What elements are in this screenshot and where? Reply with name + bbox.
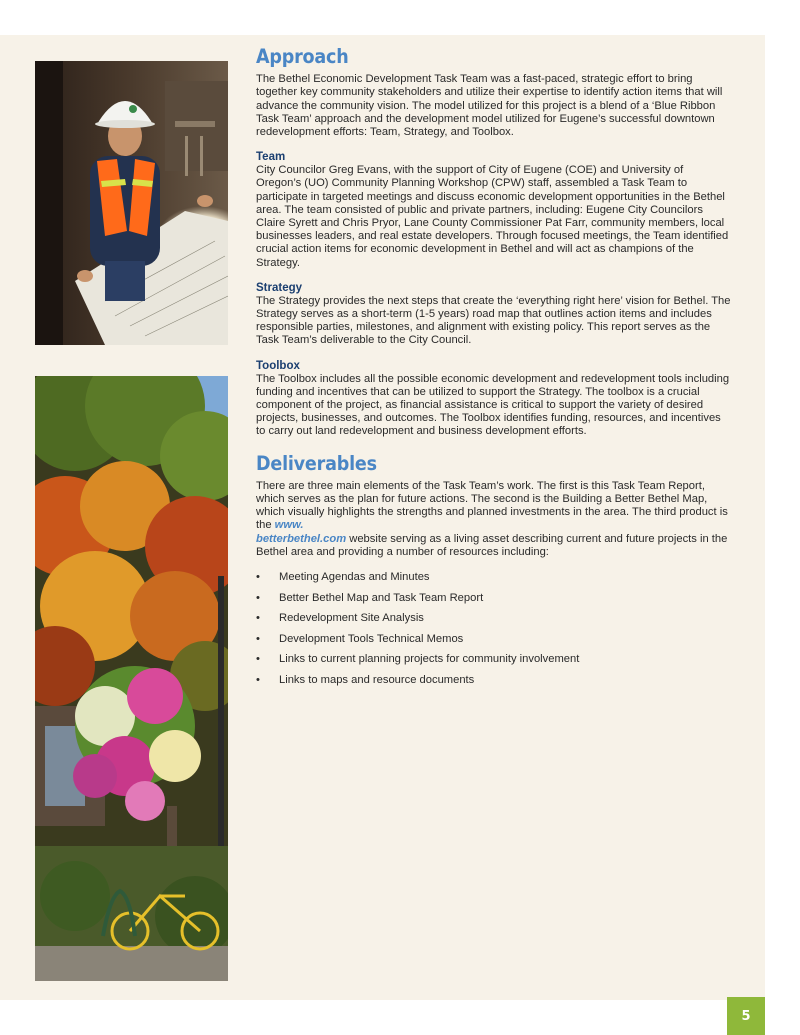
approach-heading: Approach — [256, 45, 349, 68]
list-item: • Better Bethel Map and Task Team Report — [256, 592, 731, 606]
worker-photo — [35, 61, 228, 345]
toolbox-paragraph: The Toolbox includes all the possible economic development and redevelopment tools including funding and incentives that can be utilized to support the Strategy. The toolbox is a crucial component of the project, as financial assistance is critical to support the variety of desired projects, businesses, and outcomes. The Toolbox identifies funding, resources, and incentives to carry out land redevelopment and business development efforts. — [256, 372, 730, 438]
deliverables-list — [256, 571, 731, 687]
list-item: • Meeting Agendas and Minutes — [256, 571, 731, 585]
flower-basket-photo — [35, 376, 228, 981]
list-item: • Development Tools Technical Memos — [256, 633, 731, 647]
toolbox-heading: Toolbox — [256, 359, 300, 372]
approach-paragraph: The Bethel Economic Development Task Team was a fast-paced, strategic effort to bring together key community stakeholders and utilize their expertise to identify action items that will advance the community vision. The model utilized for this project is a blend of a ‘Blue Ribbon Task Team’ approach and the development model utilized for Eugene’s successful downtown redevelopment efforts: Team, Strategy, and Toolbox. — [256, 73, 723, 139]
team-paragraph: City Councilor Greg Evans, with the support of City of Eugene (COE) and University of Oregon’s (UO) Community Planning Workshop (CPW) staff, assembled a Task Team to participate in targeted meetings and discuss economic development opportunities in the Bethel area. The team consisted of public and private partners, including: Eugene City Councilors Claire Syrett and Chris Pryor, Lane County Commissioner Pat Farr, community members, local businesses leaders, and real estate developers. Through focused meetings, the Team identified crucial action items for economic development in Bethel and will act as champions of the Strategy. — [256, 164, 729, 269]
deliverables-text-2: website serving as a living asset describing current and future projects in the Bethel area and providing a number of resources including: — [256, 532, 728, 558]
strategy-paragraph: The Strategy provides the next steps that create the ‘everything right here’ vision for Bethel. The Strategy serves as a short-term (1-5 years) road map that outlines action items and includes responsible parties, milestones, and alignment with existing policy. This report serves as the Task Team’s deliverable to the City Council. — [256, 294, 731, 347]
list-item: • Links to maps and resource documents — [256, 674, 731, 688]
betterbethel-link[interactable]: www. betterbethel.com — [256, 519, 347, 545]
list-item: • Links to current planning projects for community involvement — [256, 653, 731, 667]
deliverables-paragraph — [256, 480, 731, 559]
page-number-badge: 5 — [727, 997, 765, 1035]
team-heading: Team — [256, 151, 286, 164]
main-content — [256, 45, 731, 694]
deliverables-text-1: There are three main elements of the Task Team’s work. The first is this Task Team Report, which serves as the plan for future actions. The second is the Building a Better Bethel Map, which visually highlights the strengths and planned investments in the area. The third product is the — [256, 479, 728, 532]
deliverables-heading: Deliverables — [256, 451, 377, 475]
list-item: • Redevelopment Site Analysis — [256, 612, 731, 626]
strategy-heading: Strategy — [256, 281, 303, 294]
